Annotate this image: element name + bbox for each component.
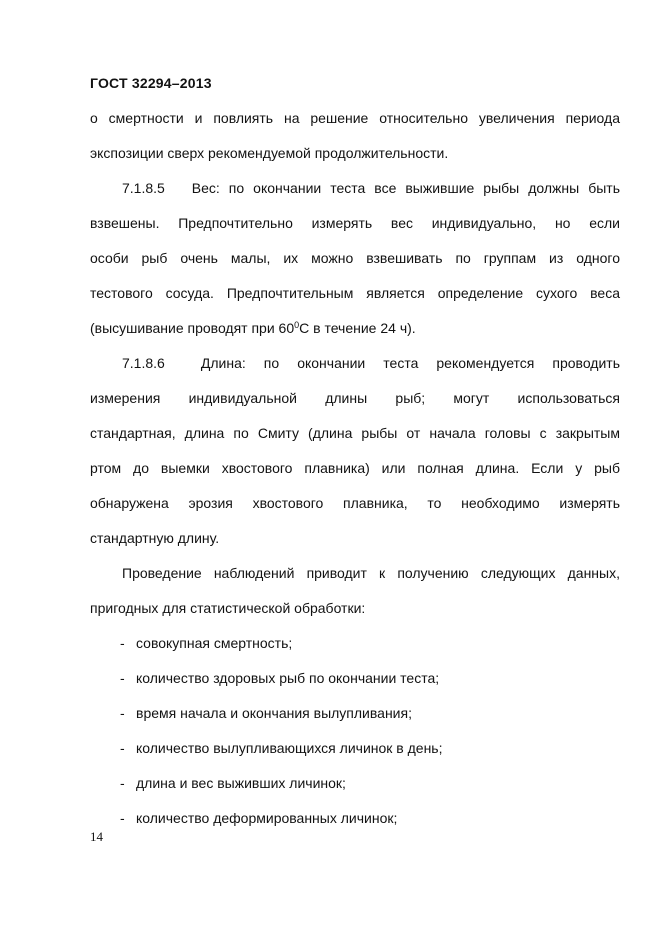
list-bullet: - [120,810,125,826]
text-line: взвешены. Предпочтительно измерять вес индивидуально, но если [90,215,620,231]
text-line: о смертности и повлиять на решение относительно увеличения периода [90,110,620,126]
list-item [90,731,620,766]
text-segment: (высушивание проводят при 60 [90,320,295,336]
text-line [90,311,620,346]
text-line: 7.1.8.5 Вес: по окончании теста все выжившие рыбы должны быть [122,180,620,196]
list-item [90,626,620,661]
list-bullet: - [120,670,125,686]
text-line: стандартную длину. [90,530,220,546]
text-line: Проведение наблюдений приводит к получению следующих данных, [122,565,620,581]
text-line: обнаружена эрозия хвостового плавника, то необходимо измерять [90,495,620,511]
list-item [90,696,620,731]
text-line: пригодных для статистической обработки: [90,600,366,616]
text-line: тестового сосуда. Предпочтительным является определение сухого веса [90,285,620,301]
superscript-degree: 0 [294,320,300,330]
doc-code-header: ГОСТ 32294–2013 [90,75,212,91]
text-line: измерения индивидуальной длины рыб; могут использоваться [90,390,620,406]
page-number: 14 [90,829,103,844]
list-item-text: количество вылупливающихся личинок в день; [136,740,443,756]
list-bullet: - [120,635,125,651]
list-bullet: - [120,740,125,756]
text-line: 7.1.8.6 Длина: по окончании теста рекомендуется проводить [122,355,620,371]
text-line: ртом до выемки хвостового плавника) или полная длина. Если у рыб [90,460,620,476]
list-item-text: количество деформированных личинок; [136,810,398,826]
text-line: стандартная, длина по Смиту (длина рыбы от начала головы с закрытым [90,425,620,441]
list-item-text: время начала и окончания вылупливания; [136,705,412,721]
list-bullet: - [120,705,125,721]
list-item [90,801,620,836]
list-item-text: количество здоровых рыб по окончании теста; [136,670,440,686]
list-item [90,661,620,696]
list-bullet: - [120,775,125,791]
text-line: экспозиции сверх рекомендуемой продолжительности. [90,145,449,161]
text-line: особи рыб очень малы, их можно взвешивать по группам из одного [90,250,620,266]
list-item [90,766,620,801]
text-segment: С в течение 24 ч). [299,320,416,336]
list-item-text: совокупная смертность; [136,635,293,651]
list-item-text: длина и вес выживших личинок; [136,775,346,791]
